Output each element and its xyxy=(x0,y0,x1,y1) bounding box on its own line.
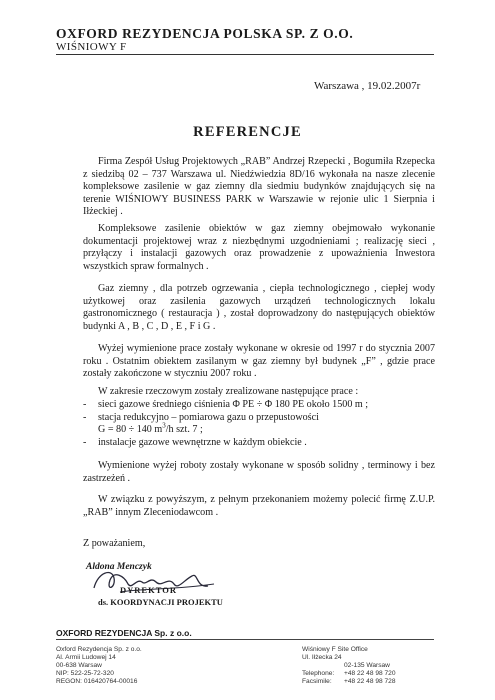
paragraph-recommendation xyxy=(83,494,435,519)
footer-line xyxy=(302,670,452,678)
letterhead-subtitle: WIŚNIOWY F xyxy=(56,41,127,53)
works-item-text: instalacje gazowe wewnętrzne w każdym obiekcie . xyxy=(98,436,307,448)
works-item-text: G = 80 ÷ 140 m xyxy=(98,424,163,436)
footer-line: Ul. Iłżecka 24 xyxy=(302,654,342,661)
works-item-text: stacja redukcyjno – pomiarowa gazu o przepustowości xyxy=(98,411,319,423)
footer-divider xyxy=(56,639,434,640)
telephone-value: +48 22 48 98 720 xyxy=(344,670,396,677)
signatory-role: DYREKTOR xyxy=(120,585,177,595)
paragraph-quality-text: Wymienione wyżej roboty zostały wykonane w sposób solidny , terminowy i bez zastrzeżeń . xyxy=(83,460,435,484)
signatory-department: ds. KOORDYNACJI PROJEKTU xyxy=(98,597,223,607)
document-heading: REFERENCJE xyxy=(193,124,302,140)
paragraph-period-text: Wyżej wymienione prace zostały wykonane w okresie od 1997 r do stycznia 2007 roku . Ostatnim obiektem zasilanym w gaz ziemny był budynek „F” , gdzie prace zostały zakończone w styczniu 2007 roku . xyxy=(83,343,435,380)
letter-date: Warszawa , 19.02.2007r xyxy=(314,80,421,92)
paragraph-period xyxy=(83,343,435,381)
footer-address-right xyxy=(302,646,452,686)
footer-line: Al. Armii Ludowej 14 xyxy=(56,654,116,661)
paragraph-scope xyxy=(83,223,435,273)
paragraph-buildings-text: Gaz ziemny , dla potrzeb ogrzewania , ciepła technologicznego , ciepłej wody użytkowej oraz zasilenia gazowych urządzeń technologicznych lokalu gastronomicznego ( restauracja ) , został doprowadzony do następujących obiektów budynki A , B , C , D , E , F i G . xyxy=(83,283,435,332)
works-list xyxy=(83,399,435,449)
works-intro: W zakresie rzeczowym zostały zrealizowane następujące prace : xyxy=(98,386,359,397)
list-item: - sieci gazowe średniego ciśnienia Φ PE ÷ Φ 180 PE około 1500 m ; xyxy=(83,399,369,410)
paragraph-intro xyxy=(83,156,435,219)
telephone-label: Telephone: xyxy=(302,670,335,677)
signatory-name: Aldona Menczyk xyxy=(86,562,152,572)
company-letterhead-title: OXFORD REZYDENCJA POLSKA SP. Z O.O. xyxy=(56,26,354,41)
footer-line: 02-135 Warsaw xyxy=(344,662,390,669)
footer-company-name: OXFORD REZYDENCJA Sp. z o.o. xyxy=(56,628,192,638)
paragraph-recommendation-text: W związku z powyższym, z pełnym przekonaniem możemy polecić firmę Z.U.P. „RAB” innym Zleceniodawcom . xyxy=(83,494,435,518)
footer-address-left xyxy=(56,646,206,686)
list-item: - stacja redukcyjno – pomiarowa gazu o przepustowości xyxy=(83,411,319,423)
footer-line: Wiśniowy F Site Office xyxy=(302,646,368,653)
paragraph-scope-text: Kompleksowe zasilenie obiektów w gaz ziemny obejmowało wykonanie dokumentacji projektowej wraz z niezbędnymi uzgodnieniami ; realizację sieci , przyłączy i instalacji gazowych oraz prowadzenie z upoważnienia Inwestora wszystkich spraw formalnych . xyxy=(83,223,435,272)
footer-line: NIP: 522-25-72-320 xyxy=(56,670,114,677)
fax-value: +48 22 48 98 728 xyxy=(344,678,396,685)
fax-label: Facsimile: xyxy=(302,678,332,685)
closing-phrase: Z poważaniem, xyxy=(83,538,146,549)
footer-line xyxy=(302,678,452,686)
paragraph-quality xyxy=(83,460,435,485)
footer-line: Oxford Rezydencja Sp. z o.o. xyxy=(56,646,142,653)
list-item: - instalacje gazowe wewnętrzne w każdym obiekcie . xyxy=(83,436,307,448)
works-item-text: /h szt. 7 ; xyxy=(165,424,203,436)
works-item-text: sieci gazowe średniego ciśnienia Φ PE ÷ Φ 180 PE około 1500 m ; xyxy=(98,399,369,410)
footer-line: 00-638 Warsaw xyxy=(56,662,102,669)
footer-line: REGON: 016420764-00016 xyxy=(56,678,138,685)
paragraph-intro-text: Firma Zespół Usług Projektowych „RAB” Andrzej Rzepecki , Bogumiła Rzepecka z siedzibą 02 – 737 Warszawa ul. Niedźwiedzia 8D/16 wykonała na nasze zlecenie kompleksowe zasilenie w gaz ziemny dla siedmiu budynków znajdujących się na terenie WIŚNIOWY BUSINESS PARK w Warszawie w rejonie ulic 1 Sierpnia i Iłżeckiej . xyxy=(83,156,435,218)
list-item-continuation xyxy=(83,421,435,437)
paragraph-buildings xyxy=(83,283,435,333)
header-divider xyxy=(56,54,434,55)
superscript: 3 xyxy=(162,421,166,430)
